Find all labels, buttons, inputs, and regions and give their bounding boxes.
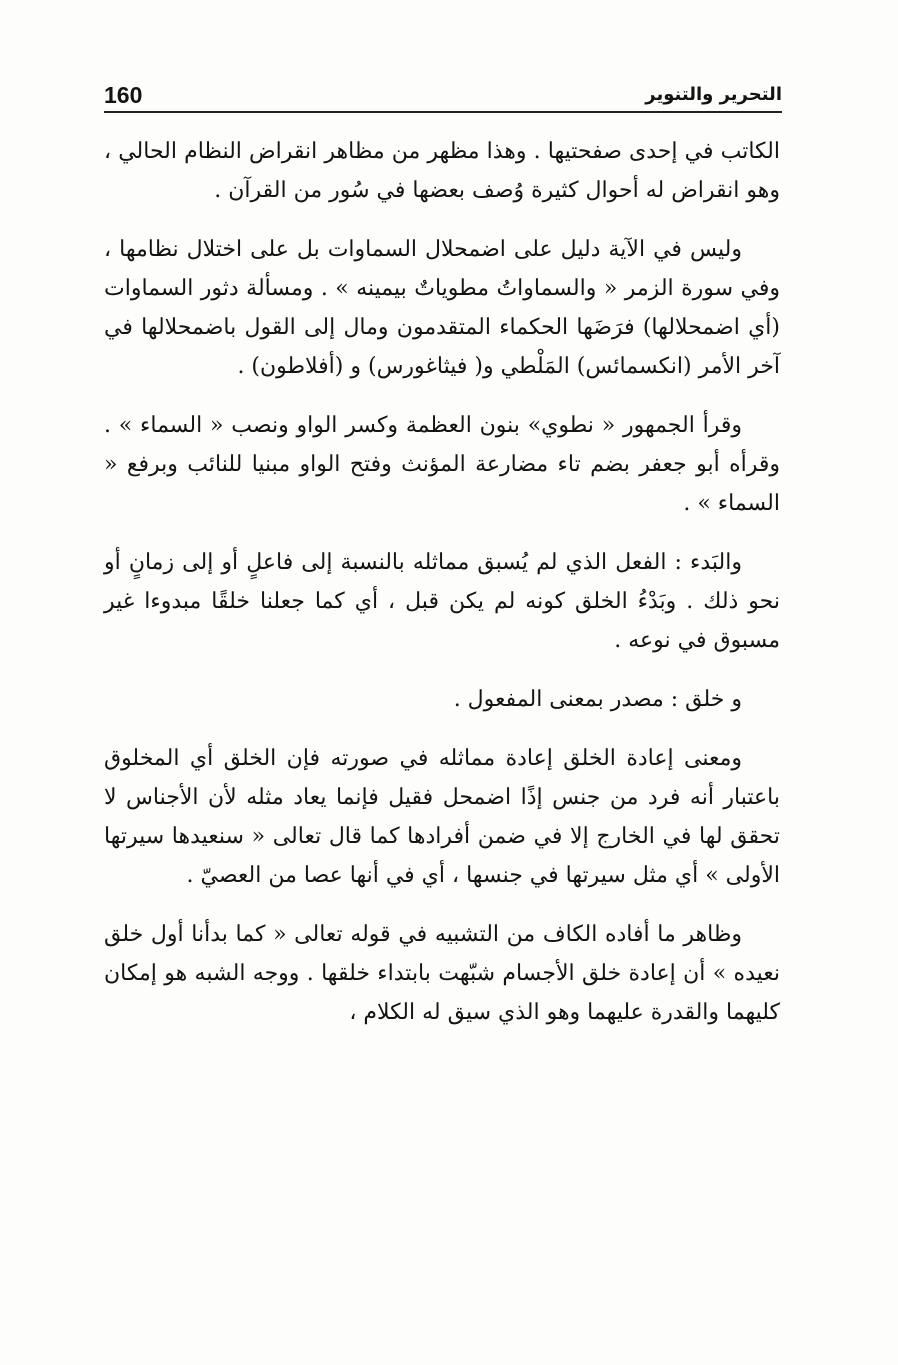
- paragraph: والبَدء : الفعل الذي لم يُسبق مماثله بالنسبة إلى فاعلٍ أو إلى زمانٍ أو نحو ذلك . وبَدْءُ الخلق كونه لم يكن قبل ، أي كما جعلنا خلقًا مبدوءا غير مسبوق في نوعه .: [104, 550, 780, 653]
- paragraph: وليس في الآية دليل على اضمحلال السماوات بل على اختلال نظامها ، وفي سورة الزمر « والسماواتُ مطوياتٌ بيمينه » . ومسألة دثور السماوات (أي اضمحلالها) فرَضَها الحكماء المتقدمون ومال إلى القول باضمحلالها في آخر الأمر (انكسمائس) المَلْطي و( فيثاغورس) و (أفلاطون) .: [104, 237, 780, 379]
- page-header: [104, 78, 782, 114]
- paragraph: وظاهر ما أفاده الكاف من التشبيه في قوله تعالى « كما بدأنا أول خلق نعيده » أن إعادة خلق الأجسام شبّهت بابتداء خلقها . ووجه الشبه هو إمكان كليهما والقدرة عليهما وهو الذي سيق له الكلام ،: [104, 922, 780, 1025]
- paragraph: الكاتب في إحدى صفحتيها . وهذا مظهر من مظاهر انقراض النظام الحالي ، وهو انقراض له أحوال كثيرة وُصف بعضها في سُور من القرآن .: [104, 139, 780, 203]
- paragraph: و خلق : مصدر بمعنى المفعول .: [453, 687, 742, 712]
- page-number: 160: [104, 82, 143, 108]
- paragraph: ومعنى إعادة الخلق إعادة مماثله في صورته فإن الخلق أي المخلوق باعتبار أنه فرد من جنس إذًا اضمحل فقيل فإنما يعاد مثله لأن الأجناس لا تحقق لها في الخارج إلا في ضمن أفرادها كما قال تعالى « سنعيدها سيرتها الأولى » أي مثل سيرتها في جنسها ، أي في أنها عصا من العصيّ .: [104, 746, 780, 888]
- header-rule: [104, 111, 782, 113]
- paragraph: وقرأ الجمهور « نطوي» بنون العظمة وكسر الواو ونصب « السماء » . وقرأه أبو جعفر بضم تاء مضارعة المؤنث وفتح الواو مبنيا للنائب وبرفع « السماء » .: [104, 413, 780, 516]
- body-text: [104, 132, 780, 1052]
- running-title: التحرير والتنوير: [645, 84, 782, 105]
